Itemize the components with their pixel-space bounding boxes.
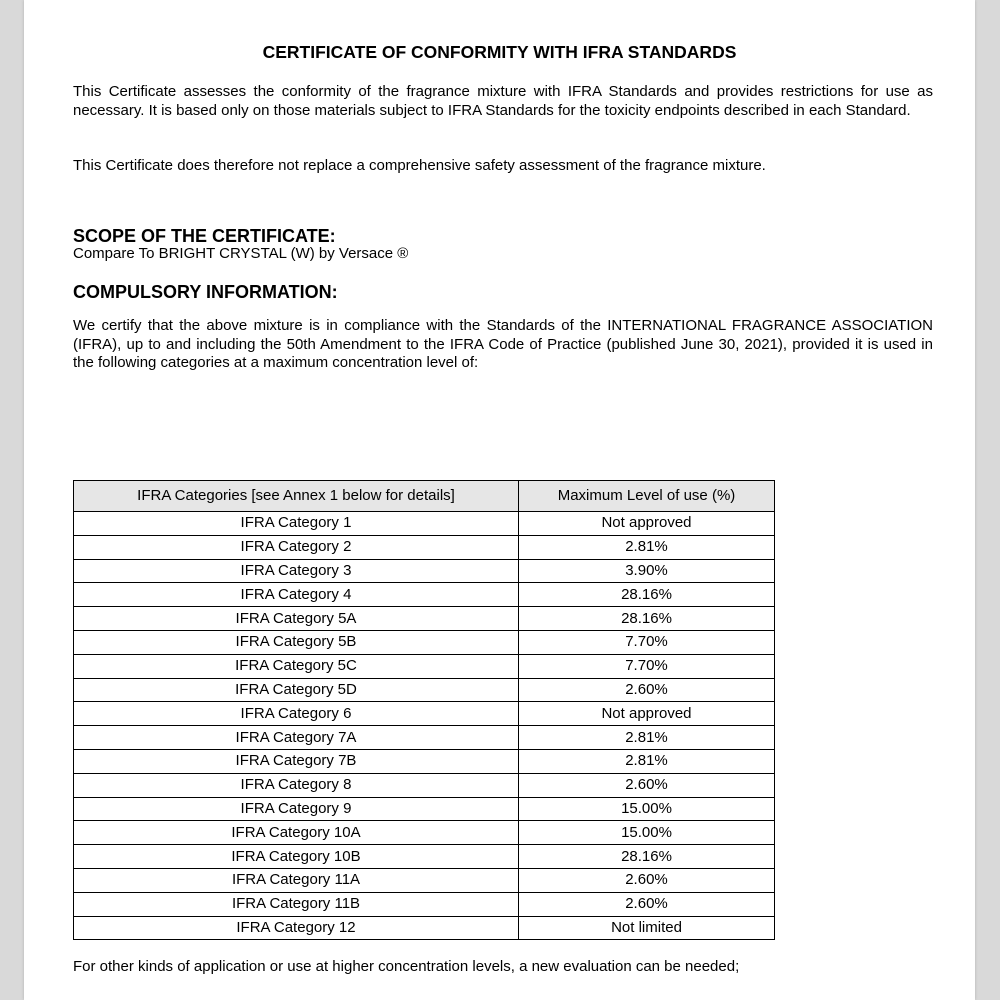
table-row bbox=[74, 892, 775, 916]
footer-note: For other kinds of application or use at higher concentration levels, a new evaluation can be needed; bbox=[73, 958, 740, 975]
max-level-cell: Not approved bbox=[519, 512, 775, 536]
category-cell: IFRA Category 1 bbox=[74, 512, 519, 536]
table-row bbox=[74, 726, 775, 750]
max-level-cell: 3.90% bbox=[519, 559, 775, 583]
table-row bbox=[74, 678, 775, 702]
table-row bbox=[74, 630, 775, 654]
scope-text: Compare To BRIGHT CRYSTAL (W) by Versace ® bbox=[73, 245, 409, 262]
category-cell: IFRA Category 5B bbox=[74, 630, 519, 654]
max-level-cell: Not limited bbox=[519, 916, 775, 940]
table-row bbox=[74, 559, 775, 583]
max-level-cell: 28.16% bbox=[519, 607, 775, 631]
column-header-category: IFRA Categories [see Annex 1 below for details] bbox=[74, 481, 519, 512]
table-row bbox=[74, 583, 775, 607]
category-cell: IFRA Category 5C bbox=[74, 654, 519, 678]
category-cell: IFRA Category 4 bbox=[74, 583, 519, 607]
max-level-cell: 2.81% bbox=[519, 726, 775, 750]
intro-paragraph-2: This Certificate does therefore not replace a comprehensive safety assessment of the fragrance mixture. bbox=[73, 157, 766, 174]
max-level-cell: Not approved bbox=[519, 702, 775, 726]
max-level-cell: 2.60% bbox=[519, 773, 775, 797]
table-row bbox=[74, 654, 775, 678]
max-level-cell: 15.00% bbox=[519, 797, 775, 821]
certificate-title: CERTIFICATE OF CONFORMITY WITH IFRA STANDARDS bbox=[262, 42, 737, 62]
max-level-cell: 2.60% bbox=[519, 678, 775, 702]
category-cell: IFRA Category 6 bbox=[74, 702, 519, 726]
category-cell: IFRA Category 11B bbox=[74, 892, 519, 916]
max-level-cell: 2.60% bbox=[519, 868, 775, 892]
category-cell: IFRA Category 11A bbox=[74, 868, 519, 892]
table-header-row bbox=[74, 481, 775, 512]
table-row bbox=[74, 535, 775, 559]
max-level-cell: 7.70% bbox=[519, 654, 775, 678]
category-cell: IFRA Category 3 bbox=[74, 559, 519, 583]
table-row bbox=[74, 512, 775, 536]
category-cell: IFRA Category 10A bbox=[74, 821, 519, 845]
max-level-cell: 7.70% bbox=[519, 630, 775, 654]
category-cell: IFRA Category 7A bbox=[74, 726, 519, 750]
scope-heading: SCOPE OF THE CERTIFICATE: bbox=[73, 226, 336, 246]
table-row bbox=[74, 845, 775, 869]
compulsory-heading: COMPULSORY INFORMATION: bbox=[73, 282, 338, 302]
document-page bbox=[24, 0, 975, 1000]
max-level-cell: 2.81% bbox=[519, 749, 775, 773]
category-cell: IFRA Category 12 bbox=[74, 916, 519, 940]
max-level-cell: 28.16% bbox=[519, 845, 775, 869]
table-row bbox=[74, 749, 775, 773]
max-level-cell: 28.16% bbox=[519, 583, 775, 607]
table-row bbox=[74, 607, 775, 631]
category-cell: IFRA Category 7B bbox=[74, 749, 519, 773]
table-row bbox=[74, 821, 775, 845]
table-row bbox=[74, 797, 775, 821]
category-cell: IFRA Category 5D bbox=[74, 678, 519, 702]
max-level-cell: 2.60% bbox=[519, 892, 775, 916]
ifra-categories-table bbox=[73, 480, 775, 940]
category-cell: IFRA Category 9 bbox=[74, 797, 519, 821]
table-row bbox=[74, 868, 775, 892]
category-cell: IFRA Category 10B bbox=[74, 845, 519, 869]
table-row bbox=[74, 916, 775, 940]
table-row bbox=[74, 702, 775, 726]
compulsory-text: We certify that the above mixture is in compliance with the Standards of the INTERNATIONAL FRAGRANCE ASSOCIATION (IFRA), up to and including the 50th Amendment to the IFRA Code of Practice (published June 30, 2021), provided it is used in the following categories at a maximum concentration level of: bbox=[73, 317, 933, 371]
max-level-cell: 2.81% bbox=[519, 535, 775, 559]
intro-paragraph-1: This Certificate assesses the conformity of the fragrance mixture with IFRA Standards and provides restrictions for use as necessary. It is based only on those materials subject to IFRA Standards for the toxicity endpoints described in each Standard. bbox=[73, 83, 933, 119]
category-cell: IFRA Category 5A bbox=[74, 607, 519, 631]
column-header-max-level: Maximum Level of use (%) bbox=[519, 481, 775, 512]
category-cell: IFRA Category 2 bbox=[74, 535, 519, 559]
table-row bbox=[74, 773, 775, 797]
max-level-cell: 15.00% bbox=[519, 821, 775, 845]
category-cell: IFRA Category 8 bbox=[74, 773, 519, 797]
